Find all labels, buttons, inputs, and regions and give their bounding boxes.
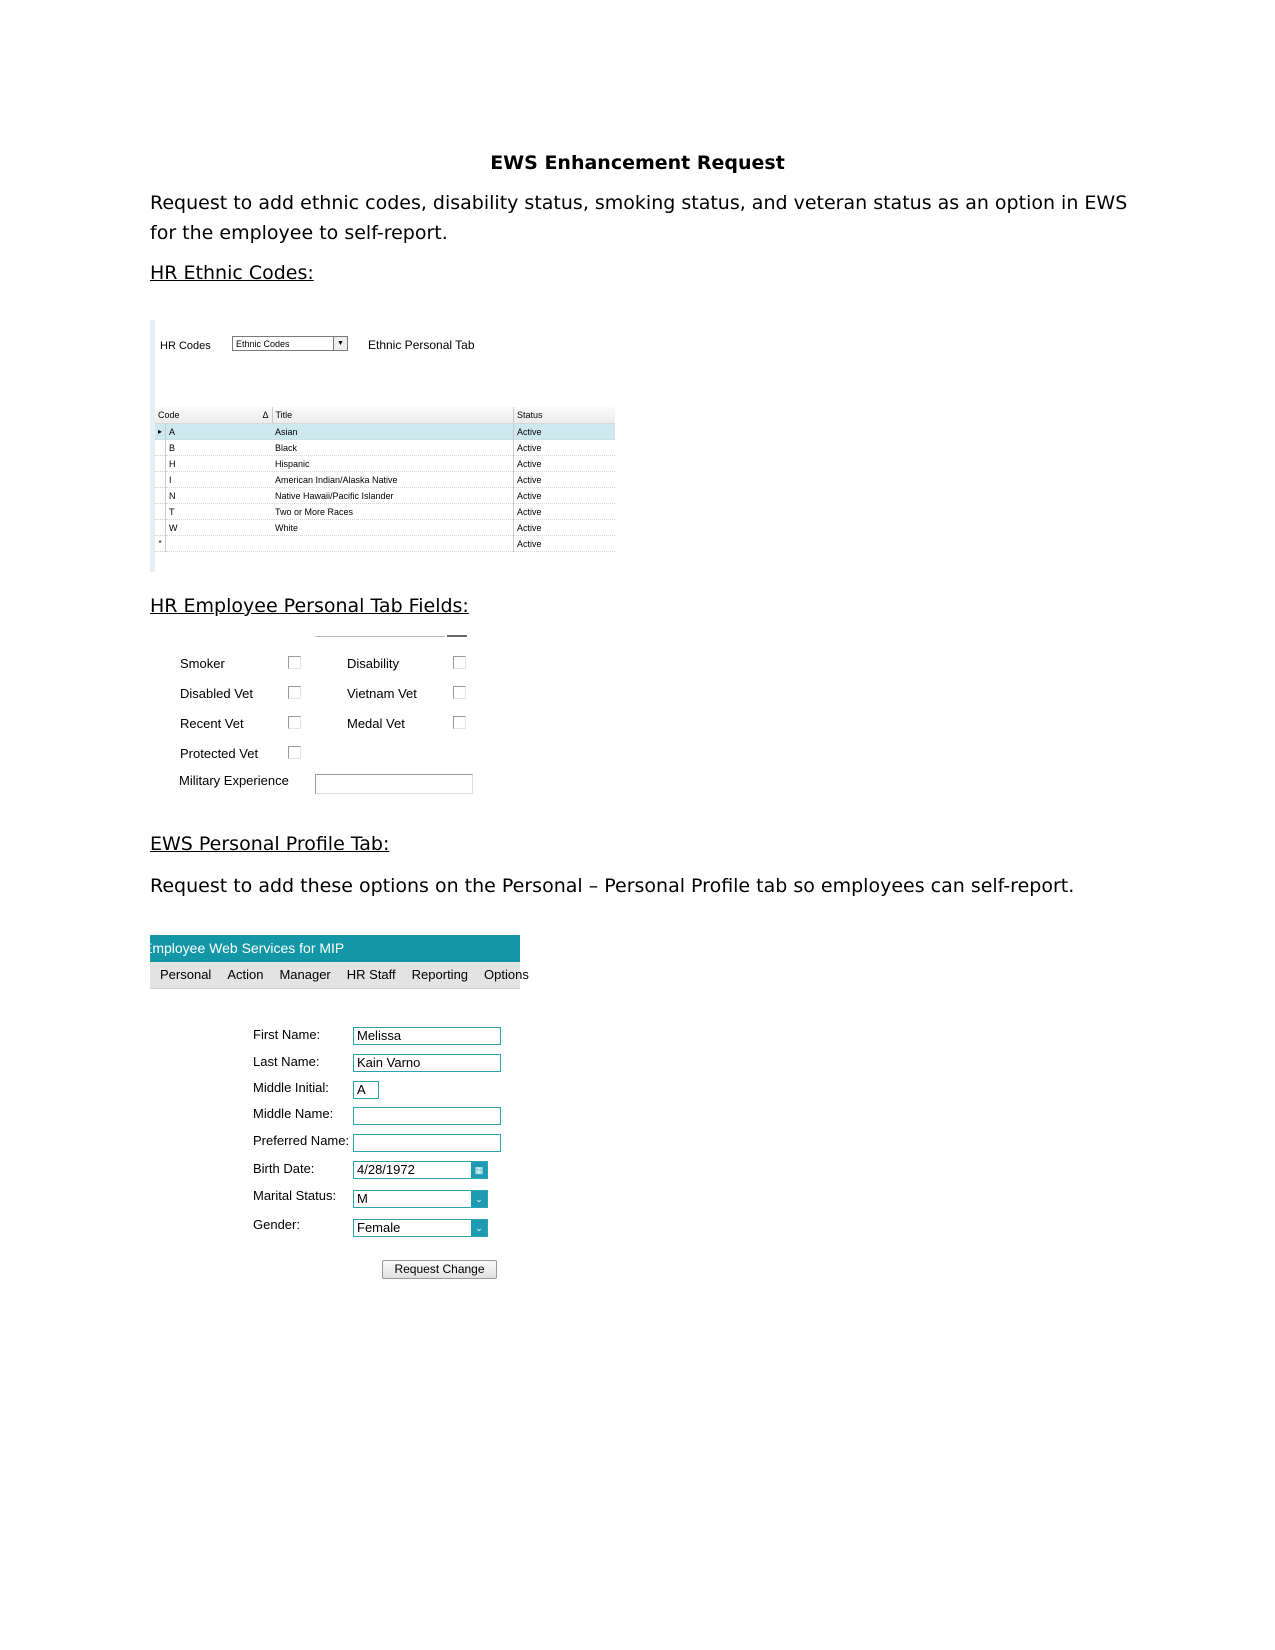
heading-hr-ethnic-codes: HR Ethnic Codes: <box>150 262 314 284</box>
table-row[interactable] <box>155 472 615 488</box>
cell-code: T <box>166 504 273 520</box>
ethnic-codes-screenshot <box>150 320 615 572</box>
menu-options[interactable]: Options <box>484 967 529 982</box>
middle-name-input[interactable] <box>353 1107 501 1125</box>
cell-code: H <box>166 456 273 472</box>
chevron-down-icon[interactable]: ▼ <box>333 337 347 350</box>
heading-ews-personal-profile: EWS Personal Profile Tab: <box>150 833 390 855</box>
cell-status: Active <box>514 504 616 520</box>
preferred-name-label: Preferred Name: <box>253 1133 350 1148</box>
heading-hr-personal-tab-fields: HR Employee Personal Tab Fields: <box>150 595 469 617</box>
divider <box>447 635 467 637</box>
ews-request-paragraph: Request to add these options on the Personal – Personal Profile tab so employees can self-report. <box>150 875 1075 897</box>
cell-status: Active <box>514 472 616 488</box>
new-row-icon: * <box>155 536 166 552</box>
cell-title[interactable] <box>272 536 514 552</box>
vietnam-vet-checkbox[interactable] <box>453 686 466 699</box>
hr-personal-fields-screenshot <box>150 630 480 800</box>
cell-code: N <box>166 488 273 504</box>
cell-status: Active <box>514 456 616 472</box>
col-title[interactable]: Title <box>272 407 514 424</box>
gender-value: Female <box>357 1220 401 1235</box>
col-status[interactable]: Status <box>514 407 616 424</box>
recent-vet-checkbox[interactable] <box>288 716 301 729</box>
menu-hr-staff[interactable]: HR Staff <box>346 967 396 982</box>
cell-title: Two or More Races <box>272 504 514 520</box>
cell-code: A <box>166 424 273 440</box>
cell-title: American Indian/Alaska Native <box>272 472 514 488</box>
birth-date-input[interactable] <box>353 1161 488 1179</box>
ews-screenshot <box>143 935 529 1285</box>
preferred-name-input[interactable] <box>353 1134 501 1152</box>
chevron-down-icon[interactable]: ⌄ <box>471 1220 487 1236</box>
table-row[interactable] <box>155 520 615 536</box>
calendar-icon[interactable]: ▦ <box>471 1162 487 1178</box>
menu-action[interactable]: Action <box>227 967 264 982</box>
menu-personal[interactable]: Personal <box>160 967 212 982</box>
new-row[interactable] <box>155 536 615 552</box>
ews-title-bar <box>143 935 520 962</box>
chevron-down-icon[interactable]: ⌄ <box>471 1191 487 1207</box>
disability-label: Disability <box>347 656 400 671</box>
cell-status: Active <box>514 424 616 440</box>
hr-codes-dropdown[interactable] <box>232 336 348 351</box>
menu-reporting[interactable]: Reporting <box>411 967 469 982</box>
cell-title: Asian <box>272 424 514 440</box>
hr-codes-dropdown-value: Ethnic Codes <box>236 339 290 349</box>
cell-code: B <box>166 440 273 456</box>
cell-status: Active <box>514 520 616 536</box>
marital-status-select[interactable] <box>353 1190 488 1208</box>
smoker-label: Smoker <box>180 656 225 671</box>
last-name-input[interactable]: Kain Varno <box>353 1054 501 1072</box>
cell-title: White <box>272 520 514 536</box>
col-code[interactable]: Code Δ <box>155 407 272 424</box>
medal-vet-checkbox[interactable] <box>453 716 466 729</box>
cell-code: I <box>166 472 273 488</box>
cell-code: W <box>166 520 273 536</box>
middle-initial-label: Middle Initial: <box>253 1080 329 1095</box>
disability-checkbox[interactable] <box>453 656 466 669</box>
marital-status-value: M <box>357 1191 368 1206</box>
cell-code[interactable] <box>166 536 273 552</box>
cell-status: Active <box>514 488 616 504</box>
military-experience-label: Military Experience <box>179 773 289 788</box>
cell-status: Active <box>514 440 616 456</box>
ews-app-title: Employee Web Services for MIP <box>143 940 345 956</box>
cell-status: Active <box>514 536 616 552</box>
row-selector-icon: ▸ <box>155 424 166 440</box>
request-change-button[interactable]: Request Change <box>382 1260 497 1279</box>
military-experience-input[interactable] <box>315 774 473 794</box>
gender-label: Gender: <box>253 1217 300 1232</box>
menu-manager[interactable]: Manager <box>279 967 331 982</box>
middle-name-label: Middle Name: <box>253 1106 334 1121</box>
cell-title: Native Hawaii/Pacific Islander <box>272 488 514 504</box>
protected-vet-label: Protected Vet <box>180 746 259 761</box>
sort-ascending-icon: Δ <box>262 410 269 420</box>
marital-status-label: Marital Status: <box>253 1188 337 1203</box>
ethnic-codes-grid <box>155 407 615 552</box>
divider <box>315 636 445 637</box>
table-row[interactable] <box>155 456 615 472</box>
ethnic-personal-tab-label: Ethnic Personal Tab <box>368 338 475 352</box>
intro-paragraph: Request to add ethnic codes, disability status, smoking status, and veteran status as an option in EWS for the employee to self-report. <box>150 192 1128 244</box>
ews-menu-bar <box>150 962 529 989</box>
protected-vet-checkbox[interactable] <box>288 746 301 759</box>
disabled-vet-checkbox[interactable] <box>288 686 301 699</box>
birth-date-value: 4/28/1972 <box>357 1162 415 1177</box>
smoker-checkbox[interactable] <box>288 656 301 669</box>
cell-title: Hispanic <box>272 456 514 472</box>
last-name-label: Last Name: <box>253 1054 320 1069</box>
cell-title: Black <box>272 440 514 456</box>
medal-vet-label: Medal Vet <box>347 716 405 731</box>
birth-date-label: Birth Date: <box>253 1161 315 1176</box>
table-row[interactable] <box>155 488 615 504</box>
middle-initial-input[interactable]: A <box>353 1081 379 1099</box>
first-name-label: First Name: <box>253 1027 321 1042</box>
first-name-input[interactable]: Melissa <box>353 1027 501 1045</box>
grid-header <box>155 407 615 424</box>
recent-vet-label: Recent Vet <box>180 716 244 731</box>
vietnam-vet-label: Vietnam Vet <box>347 686 417 701</box>
table-row[interactable] <box>155 424 615 440</box>
hr-codes-label: HR Codes <box>160 340 211 352</box>
document-title: EWS Enhancement Request <box>490 152 785 174</box>
disabled-vet-label: Disabled Vet <box>180 686 253 701</box>
table-row[interactable] <box>155 440 615 456</box>
table-row[interactable] <box>155 504 615 520</box>
gender-select[interactable] <box>353 1219 488 1237</box>
